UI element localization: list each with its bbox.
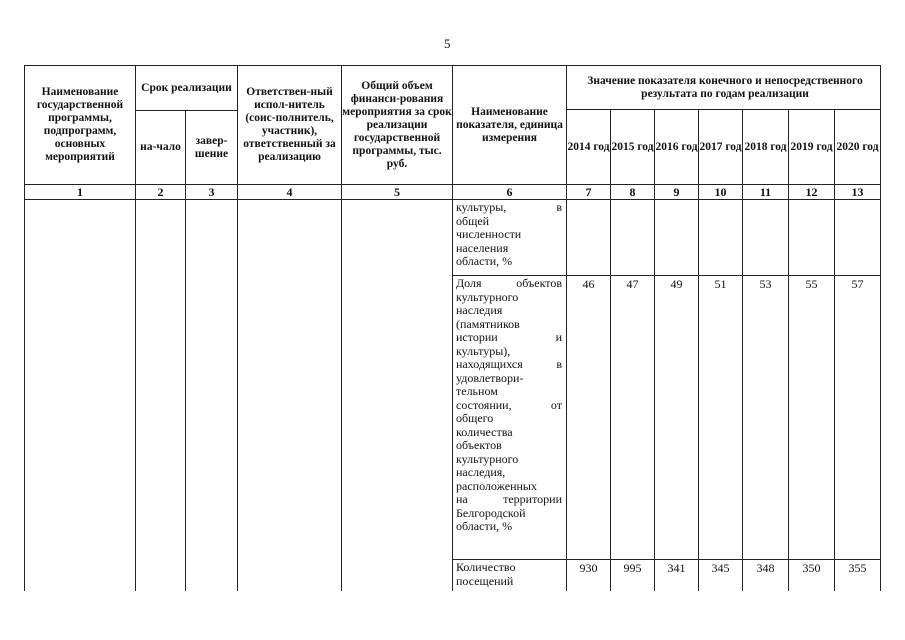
value-cell: 341 (667, 561, 686, 575)
header-year: 2017 год (699, 140, 742, 153)
value-cell: 53 (759, 277, 772, 291)
table-row-indicator-text (456, 277, 562, 534)
indicator-line: объектов (456, 438, 502, 452)
indicator-line: количества (456, 424, 513, 439)
column-number: 5 (394, 185, 400, 199)
indicator-line: населения (456, 240, 509, 255)
indicator-line: численности (456, 227, 522, 241)
header-indicator: Наименование показателя, единица измерения (456, 105, 563, 144)
table-row-indicator-text (456, 561, 562, 588)
column-number: 9 (673, 185, 680, 199)
value-cell: 350 (802, 561, 821, 575)
indicator-line: (памятников (456, 316, 520, 331)
indicator-line: наследия, (456, 465, 506, 479)
column-number: 13 (851, 185, 864, 199)
header-start: на-чало (140, 141, 181, 153)
header-year: 2014 год (567, 140, 610, 153)
column-number: 11 (759, 185, 772, 199)
indicator-line: на территории (456, 492, 562, 506)
indicator-line: культурного (456, 451, 519, 466)
indicator-line: культуры, в (456, 200, 562, 214)
column-number: 3 (208, 185, 215, 199)
indicator-line: культурного (456, 289, 519, 304)
page-number: 5 (444, 36, 451, 51)
indicator-line: общей (456, 213, 490, 228)
header-funding: Общий объем финанси-рования мероприятия за срок реализации государственной программы, тыс. руб. (342, 79, 452, 170)
indicator-line: тельном (456, 384, 498, 398)
column-number: 12 (805, 185, 818, 199)
indicator-line: истории и (456, 330, 562, 344)
value-cell: 51 (714, 277, 727, 291)
header-year: 2019 год (790, 140, 833, 153)
header-year: 2016 год (655, 140, 698, 153)
column-number: 1 (77, 185, 83, 199)
value-cell: 47 (626, 277, 639, 291)
value-cell: 46 (582, 277, 595, 291)
value-cell: 49 (670, 277, 683, 291)
header-executor: Ответствен-ный испол-нитель (соис-полнитель, участник), ответственный за реализацию (243, 86, 336, 163)
column-number: 6 (506, 185, 513, 199)
indicator-line: посещений (456, 573, 514, 588)
indicator-line: удовлетвори- (456, 370, 524, 385)
header-program-name: Наименование государственной программы, подпрограмм, основных мероприятий (36, 86, 124, 163)
column-number: 4 (286, 185, 293, 199)
value-cell: 348 (756, 561, 775, 575)
header-years-group: Значение показателя конечного и непосредственного результата по годам реализации (587, 74, 863, 100)
header-year: 2015 год (611, 140, 654, 153)
header-end: завер-шение (194, 134, 229, 160)
value-cell: 930 (579, 561, 598, 575)
indicator-line: Количество (456, 560, 516, 574)
value-cell: 57 (851, 277, 864, 291)
table-row-indicator-text (456, 201, 562, 269)
column-number: 10 (714, 185, 727, 199)
value-cell: 355 (848, 561, 867, 575)
indicator-line: Белгородской (456, 505, 526, 520)
row-divider-2 (452, 559, 880, 560)
header-year: 2020 год (836, 140, 879, 153)
indicator-line: области, % (456, 254, 513, 268)
indicator-line: наследия (456, 303, 503, 317)
value-cell: 345 (711, 561, 730, 575)
indicator-line: находящихся в (456, 357, 562, 371)
indicator-line: культуры), (456, 343, 511, 358)
header-term: Срок реализации (141, 81, 232, 94)
indicator-line: общего (456, 411, 494, 425)
column-number: 8 (629, 185, 636, 199)
indicator-line: Доля объектов (456, 276, 562, 290)
value-cell: 55 (805, 277, 818, 291)
column-number: 2 (157, 185, 164, 199)
col-border-13 (880, 65, 881, 591)
value-cell: 995 (623, 561, 642, 575)
header-year: 2018 год (744, 140, 787, 153)
column-number: 7 (585, 185, 592, 199)
indicator-line: расположенных (456, 478, 537, 493)
indicator-line: состоянии, от (456, 397, 562, 412)
indicator-line: области, % (456, 519, 513, 533)
